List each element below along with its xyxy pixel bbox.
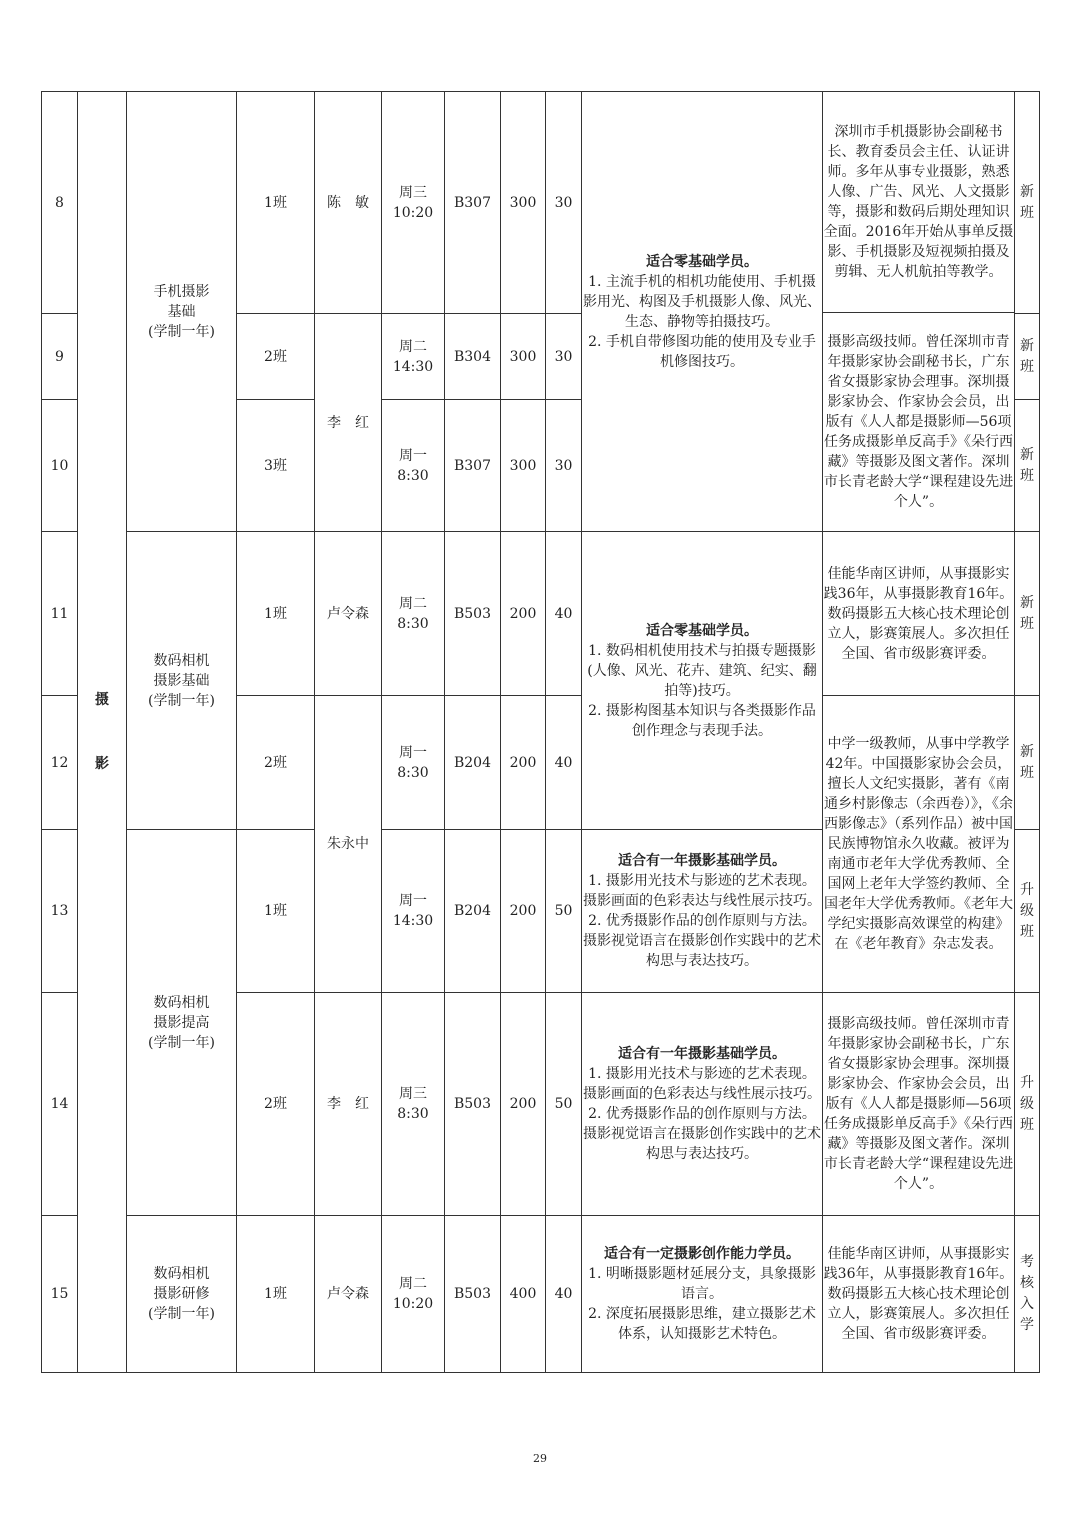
row-number: 12 (42, 696, 78, 830)
teacher-bio: 中学一级教师，从事中学教学42年。中国摄影家协会会员，擅长人文纪实摄影，著有《南通乡村影像志（余西卷）》，《余西影像志》（系列作品）被中国民族博物馆永久收藏。被评为南通市老年大学优秀教师、全国网上老年大学签约教师、全国老年大学优秀教师。《老年大学纪实摄影高效课堂的构建》在《老年教育》杂志发表。 (823, 696, 1015, 993)
class-note: 新班 (1015, 92, 1040, 314)
class-note: 升级班 (1015, 830, 1040, 993)
teacher-name: 陈 敏 (315, 92, 382, 314)
classroom: B307 (445, 92, 501, 314)
classroom: B304 (445, 314, 501, 400)
classroom: B503 (445, 1216, 501, 1373)
tuition-fee: 200 (501, 532, 546, 696)
class-name: 2班 (237, 993, 315, 1216)
teacher-name: 李 红 (315, 314, 382, 532)
teacher-bio: 摄影高级技师。曾任深圳市青年摄影家协会副秘书长，广东省女摄影家协会理事。深圳摄影家协会、作家协会会员，出版有《人人都是摄影师—56项任务成摄影单反高手》《朵行西藏》等摄影及图文著作。深圳市长青老龄大学“课程建设先进个人”。 (823, 313, 1015, 532)
class-time: 周一 8:30 (382, 400, 445, 532)
class-capacity: 30 (546, 92, 582, 314)
course-description: 适合零基础学员。 1. 主流手机的相机功能使用、手机摄影用光、构图及手机摄影人像、风光、生态、静物等拍摄技巧。 2. 手机自带修图功能的使用及专业手机修图技巧。 (582, 92, 823, 532)
teacher-bio: 摄影高级技师。曾任深圳市青年摄影家协会副秘书长，广东省女摄影家协会理事。深圳摄影家协会、作家协会会员，出版有《人人都是摄影师—56项任务成摄影单反高手》《朵行西藏》等摄影及图文著作。深圳市长青老龄大学“课程建设先进个人”。 (823, 993, 1015, 1216)
row-number: 13 (42, 830, 78, 993)
classroom: B204 (445, 696, 501, 830)
class-note: 升级班 (1015, 993, 1040, 1216)
teacher-name: 卢令森 (315, 532, 382, 696)
row-number: 11 (42, 532, 78, 696)
page-number: 29 (533, 1452, 547, 1465)
category-char: 影 (95, 756, 109, 772)
class-capacity: 40 (546, 532, 582, 696)
class-time: 周二 10:20 (382, 1216, 445, 1373)
class-time: 周一 14:30 (382, 830, 445, 993)
category-char: 摄 (95, 692, 109, 708)
class-note: 新班 (1015, 532, 1040, 696)
teacher-name: 李 红 (315, 993, 382, 1216)
row-number: 8 (42, 92, 78, 314)
course-description: 适合有一年摄影基础学员。 1. 摄影用光技术与影迹的艺术表现。摄影画面的色彩表达与线性展示技巧。 2. 优秀摄影作品的创作原则与方法。摄影视觉语言在摄影创作实践中的艺术构思与表达技巧。 (582, 993, 823, 1216)
class-name: 1班 (237, 830, 315, 993)
table-row (42, 532, 1040, 696)
course-description: 适合零基础学员。 1. 数码相机使用技术与拍摄专题摄影(人像、风光、花卉、建筑、纪实、翻拍等)技巧。 2. 摄影构图基本知识与各类摄影作品创作理念与表现手法。 (582, 532, 823, 830)
classroom: B503 (445, 532, 501, 696)
class-time: 周一 8:30 (382, 696, 445, 830)
row-number: 15 (42, 1216, 78, 1373)
course-name: 数码相机 摄影研修 (学制一年) (127, 1216, 237, 1373)
tuition-fee: 300 (501, 92, 546, 314)
class-capacity: 40 (546, 1216, 582, 1373)
class-name: 2班 (237, 696, 315, 830)
class-name: 1班 (237, 532, 315, 696)
teacher-name: 朱永中 (315, 696, 382, 993)
class-note: 新班 (1015, 314, 1040, 400)
row-number: 14 (42, 993, 78, 1216)
class-name: 3班 (237, 400, 315, 532)
teacher-bio: 佳能华南区讲师，从事摄影实践36年，从事摄影教育16年。数码摄影五大核心技术理论创立人，影赛策展人。多次担任全国、省市级影赛评委。 (823, 1216, 1015, 1373)
class-name: 2班 (237, 314, 315, 400)
course-description: 适合有一定摄影创作能力学员。 1. 明晰摄影题材延展分支，具象摄影语言。 2. 深度拓展摄影思维，建立摄影艺术体系，认知摄影艺术特色。 (582, 1216, 823, 1373)
class-capacity: 30 (546, 400, 582, 532)
tuition-fee: 300 (501, 314, 546, 400)
teacher-bio: 深圳市手机摄影协会副秘书长、教育委员会主任、认证讲师。多年从事专业摄影，熟悉人像、广告、风光、人文摄影等，摄影和数码后期处理知识全面。2016年开始从事单反摄影、手机摄影及短视频拍摄及剪辑、无人机航拍等教学。 (823, 92, 1015, 313)
course-schedule-table (41, 91, 1040, 1373)
class-note: 考核入学 (1015, 1216, 1040, 1373)
class-time: 周三 10:20 (382, 92, 445, 314)
class-name: 1班 (237, 1216, 315, 1373)
class-capacity: 50 (546, 993, 582, 1216)
classroom: B204 (445, 830, 501, 993)
row-number: 10 (42, 400, 78, 532)
category-cell (78, 92, 127, 1373)
table-row (42, 1216, 1040, 1373)
tuition-fee: 200 (501, 830, 546, 993)
class-name: 1班 (237, 92, 315, 314)
course-name: 数码相机 摄影基础 (学制一年) (127, 532, 237, 830)
class-time: 周二 14:30 (382, 314, 445, 400)
row-number: 9 (42, 314, 78, 400)
course-name: 数码相机 摄影提高 (学制一年) (127, 830, 237, 1216)
class-time: 周二 8:30 (382, 532, 445, 696)
class-note: 新班 (1015, 696, 1040, 830)
classroom: B307 (445, 400, 501, 532)
table-row (42, 92, 1040, 313)
course-name: 手机摄影 基础 (学制一年) (127, 92, 237, 532)
teacher-name: 卢令森 (315, 1216, 382, 1373)
teacher-bio: 佳能华南区讲师，从事摄影实践36年，从事摄影教育16年。数码摄影五大核心技术理论创立人，影赛策展人。多次担任全国、省市级影赛评委。 (823, 532, 1015, 696)
tuition-fee: 400 (501, 1216, 546, 1373)
class-capacity: 30 (546, 314, 582, 400)
classroom: B503 (445, 993, 501, 1216)
class-note: 新班 (1015, 400, 1040, 532)
tuition-fee: 300 (501, 400, 546, 532)
course-description: 适合有一年摄影基础学员。 1. 摄影用光技术与影迹的艺术表现。摄影画面的色彩表达与线性展示技巧。 2. 优秀摄影作品的创作原则与方法。摄影视觉语言在摄影创作实践中的艺术构思与表达技巧。 (582, 830, 823, 993)
class-capacity: 50 (546, 830, 582, 993)
tuition-fee: 200 (501, 993, 546, 1216)
class-capacity: 40 (546, 696, 582, 830)
class-time: 周三 8:30 (382, 993, 445, 1216)
tuition-fee: 200 (501, 696, 546, 830)
